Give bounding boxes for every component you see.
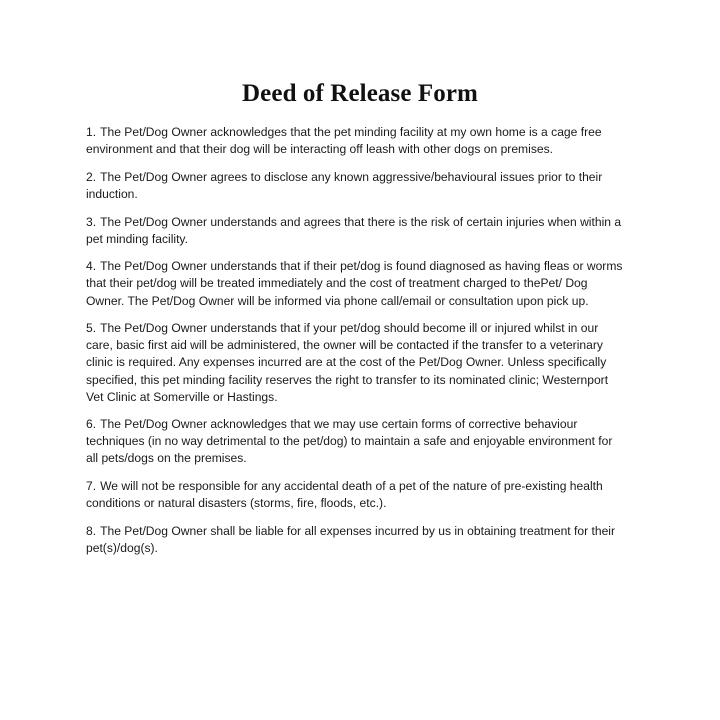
clause-number: 8.: [86, 523, 97, 538]
clause-1: [86, 124, 626, 158]
clause-number: 1.: [86, 125, 97, 139]
clause-text: The Pet/Dog Owner understands that if their pet/dog is found diagnosed as having fleas or worms that their pet/dog will be treated immediately and the cost of treatment charged to thePet/ Dog Owner. The Pet/Dog Owner will be informed via phone call/email or consultation upon pick up.: [86, 259, 623, 308]
clause-text: The Pet/Dog Owner shall be liable for all expenses incurred by us in obtaining treatment for their pet(s)/dog(s).: [86, 523, 616, 556]
clause-text: The Pet/Dog Owner understands and agrees that there is the risk of certain injuries when within a pet minding facility.: [86, 214, 622, 246]
clause-4: [86, 258, 626, 309]
clause-number: 4.: [86, 259, 97, 274]
clause-text: The Pet/Dog Owner agrees to disclose any known aggressive/behavioural issues prior to their induction.: [86, 169, 603, 201]
clause-text: The Pet/Dog Owner acknowledges that the pet minding facility at my own home is a cage free environment and that their dog will be interacting off leash with other dogs on premises.: [86, 125, 602, 157]
clause-8: [86, 523, 626, 557]
clause-7: [86, 478, 626, 512]
clause-5: [86, 320, 626, 405]
clause-6: [86, 416, 626, 467]
clause-number: 3.: [86, 214, 97, 229]
clause-number: 5.: [86, 321, 97, 336]
clause-number: 7.: [86, 479, 97, 494]
clause-text: We will not be responsible for any accidental death of a pet of the nature of pre-existing health conditions or natural disasters (storms, fire, floods, etc.).: [86, 479, 603, 511]
clause-3: [86, 214, 626, 248]
document-title: Deed of Release Form: [242, 80, 478, 107]
clause-list: [86, 124, 626, 568]
clause-number: 6.: [86, 417, 97, 432]
clause-2: [86, 169, 626, 203]
clause-number: 2.: [86, 169, 97, 184]
clause-text: The Pet/Dog Owner acknowledges that we may use certain forms of corrective behaviour techniques (in no way detrimental to the pet/dog) to maintain a safe and enjoyable environment for all pets/dogs on the premises.: [86, 417, 613, 466]
clause-text: The Pet/Dog Owner understands that if your pet/dog should become ill or injured whilst in our care, basic first aid will be administered, the owner will be contacted if the transfer to a veterinary clinic is required. Any expenses incurred are at the cost of the Pet/Dog Owner. Unless specifically specified, this pet minding facility reserves the right to transfer to its nominated clinic; Westernport Vet Clinic at Somerville or Hastings.: [86, 321, 609, 404]
